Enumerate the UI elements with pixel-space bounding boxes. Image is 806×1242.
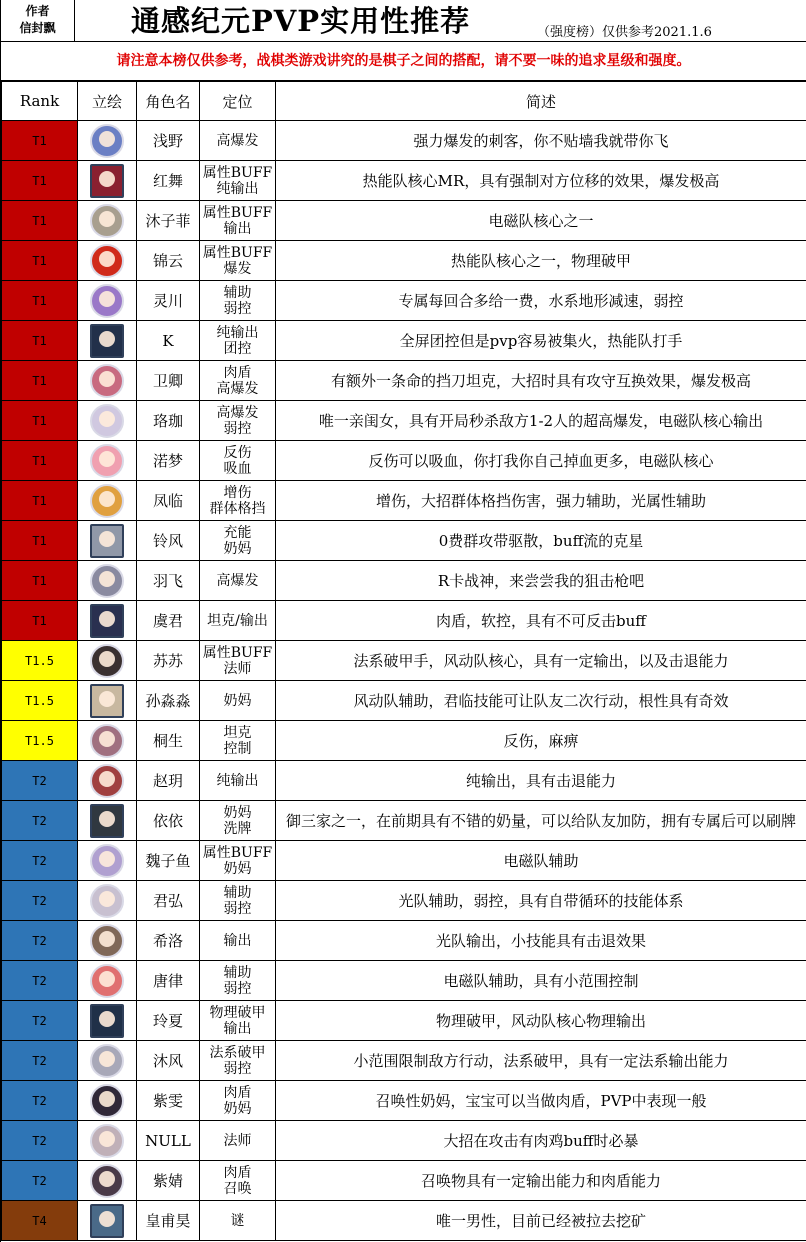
character-portrait-icon — [90, 804, 124, 838]
rank-cell: T1 — [2, 361, 78, 401]
table-row — [2, 281, 806, 321]
table-row — [2, 201, 806, 241]
character-name: 皇甫昊 — [137, 1201, 200, 1241]
table-row — [2, 241, 806, 281]
character-role: 奶妈 洗牌 — [200, 801, 276, 841]
character-description: 小范围限制敌方行动，法系破甲，具有一定法系输出能力 — [276, 1041, 806, 1081]
portrait-cell — [78, 481, 137, 521]
character-description: 专属每回合多给一费，水系地形减速，弱控 — [276, 281, 806, 321]
table-row — [2, 921, 806, 961]
table-row — [2, 1201, 806, 1241]
table-row — [2, 401, 806, 441]
character-name: 羽飞 — [137, 561, 200, 601]
character-portrait-icon — [90, 1084, 124, 1118]
rank-cell: T1 — [2, 441, 78, 481]
character-name: K — [137, 321, 200, 361]
rank-cell: T1 — [2, 561, 78, 601]
rank-cell: T1 — [2, 121, 78, 161]
character-role: 高爆发 — [200, 561, 276, 601]
table-row — [2, 1121, 806, 1161]
character-role: 属性BUFF 法师 — [200, 641, 276, 681]
character-role: 奶妈 — [200, 681, 276, 721]
character-description: 反伤可以吸血，你打我你自己掉血更多，电磁队核心 — [276, 441, 806, 481]
character-portrait-icon — [90, 1164, 124, 1198]
portrait-cell — [78, 201, 137, 241]
character-name: 铃风 — [137, 521, 200, 561]
character-role: 肉盾 高爆发 — [200, 361, 276, 401]
rank-cell: T2 — [2, 761, 78, 801]
portrait-cell — [78, 401, 137, 441]
character-role: 物理破甲 输出 — [200, 1001, 276, 1041]
character-portrait-icon — [90, 324, 124, 358]
rank-cell: T1 — [2, 521, 78, 561]
character-portrait-icon — [90, 204, 124, 238]
portrait-cell — [78, 361, 137, 401]
character-portrait-icon — [90, 724, 124, 758]
character-role: 肉盾 奶妈 — [200, 1081, 276, 1121]
table-row — [2, 961, 806, 1001]
rank-cell: T2 — [2, 961, 78, 1001]
table-row — [2, 521, 806, 561]
character-description: 强力爆发的刺客，你不贴墙我就带你飞 — [276, 121, 806, 161]
rank-cell: T2 — [2, 1041, 78, 1081]
character-portrait-icon — [90, 764, 124, 798]
rank-cell: T2 — [2, 841, 78, 881]
character-role: 辅助 弱控 — [200, 881, 276, 921]
character-role: 反伤 吸血 — [200, 441, 276, 481]
character-name: 希洛 — [137, 921, 200, 961]
rank-cell: T1 — [2, 401, 78, 441]
column-header-description: 简述 — [276, 82, 806, 121]
rank-cell: T1 — [2, 201, 78, 241]
character-name: 唐律 — [137, 961, 200, 1001]
character-portrait-icon — [90, 604, 124, 638]
table-row — [2, 321, 806, 361]
character-role: 坦克/输出 — [200, 601, 276, 641]
sheet-header — [1, 0, 806, 42]
character-description: 唯一亲闺女，具有开局秒杀敌方1-2人的超高爆发，电磁队核心输出 — [276, 401, 806, 441]
table-row — [2, 1161, 806, 1201]
table-row — [2, 841, 806, 881]
column-header-role: 定位 — [200, 82, 276, 121]
table-row — [2, 1041, 806, 1081]
character-portrait-icon — [90, 1004, 124, 1038]
table-body — [2, 121, 806, 1241]
character-description: 唯一男性，目前已经被拉去挖矿 — [276, 1201, 806, 1241]
portrait-cell — [78, 601, 137, 641]
character-name: 依依 — [137, 801, 200, 841]
character-portrait-icon — [90, 964, 124, 998]
table-row — [2, 761, 806, 801]
character-role: 肉盾 召唤 — [200, 1161, 276, 1201]
portrait-cell — [78, 641, 137, 681]
rank-cell: T4 — [2, 1201, 78, 1241]
character-description: 召唤物具有一定输出能力和肉盾能力 — [276, 1161, 806, 1201]
character-description: 肉盾，软控，具有不可反击buff — [276, 601, 806, 641]
character-name: 孙淼淼 — [137, 681, 200, 721]
portrait-cell — [78, 321, 137, 361]
character-role: 属性BUFF 奶妈 — [200, 841, 276, 881]
character-name: 红舞 — [137, 161, 200, 201]
portrait-cell — [78, 521, 137, 561]
portrait-cell — [78, 841, 137, 881]
author-credit — [1, 0, 75, 41]
character-role: 属性BUFF 爆发 — [200, 241, 276, 281]
rank-cell: T2 — [2, 1001, 78, 1041]
character-description: 增伤，大招群体格挡伤害，强力辅助，光属性辅助 — [276, 481, 806, 521]
character-description: 大招在攻击有肉鸡buff时必暴 — [276, 1121, 806, 1161]
portrait-cell — [78, 241, 137, 281]
character-description: 电磁队辅助 — [276, 841, 806, 881]
character-role: 辅助 弱控 — [200, 281, 276, 321]
character-role: 高爆发 — [200, 121, 276, 161]
character-name: 玲夏 — [137, 1001, 200, 1041]
character-description: 热能队核心MR，具有强制对方位移的效果，爆发极高 — [276, 161, 806, 201]
character-description: 0费群攻带驱散，buff流的克星 — [276, 521, 806, 561]
author-name: 信封飘 — [19, 21, 56, 35]
character-name: 沐子菲 — [137, 201, 200, 241]
table-row — [2, 1081, 806, 1121]
character-name: 桐生 — [137, 721, 200, 761]
character-portrait-icon — [90, 524, 124, 558]
character-portrait-icon — [90, 884, 124, 918]
page-title: 通感纪元PVP实用性推荐 — [131, 4, 471, 38]
author-label: 作者 — [25, 4, 50, 18]
character-description: 光队输出，小技能具有击退效果 — [276, 921, 806, 961]
rank-cell: T1 — [2, 321, 78, 361]
table-row — [2, 121, 806, 161]
rank-cell: T1 — [2, 241, 78, 281]
character-name: 君弘 — [137, 881, 200, 921]
rank-cell: T1.5 — [2, 641, 78, 681]
character-description: 有额外一条命的挡刀坦克，大招时具有攻守互换效果，爆发极高 — [276, 361, 806, 401]
character-portrait-icon — [90, 684, 124, 718]
rank-cell: T1.5 — [2, 681, 78, 721]
character-portrait-icon — [90, 164, 124, 198]
portrait-cell — [78, 441, 137, 481]
character-description: 风动队辅助，君临技能可让队友二次行动，根性具有奇效 — [276, 681, 806, 721]
character-description: 纯输出，具有击退能力 — [276, 761, 806, 801]
portrait-cell — [78, 921, 137, 961]
rank-cell: T1 — [2, 281, 78, 321]
page-subtitle: （强度榜）仅供参考2021.1.6 — [537, 25, 712, 40]
character-description: 法系破甲手，风动队核心，具有一定输出，以及击退能力 — [276, 641, 806, 681]
column-header-name: 角色名 — [137, 82, 200, 121]
character-name: NULL — [137, 1121, 200, 1161]
portrait-cell — [78, 1001, 137, 1041]
character-name: 灵川 — [137, 281, 200, 321]
portrait-cell — [78, 561, 137, 601]
portrait-cell — [78, 1081, 137, 1121]
portrait-cell — [78, 161, 137, 201]
character-name: 紫婧 — [137, 1161, 200, 1201]
character-description: 热能队核心之一，物理破甲 — [276, 241, 806, 281]
rank-cell: T1 — [2, 481, 78, 521]
rank-cell: T1 — [2, 601, 78, 641]
character-portrait-icon — [90, 484, 124, 518]
character-portrait-icon — [90, 1204, 124, 1238]
character-portrait-icon — [90, 1124, 124, 1158]
character-role: 属性BUFF 纯输出 — [200, 161, 276, 201]
character-name: 卫卿 — [137, 361, 200, 401]
character-description: 御三家之一，在前期具有不错的奶量，可以给队友加防，拥有专属后可以刷牌 — [276, 801, 806, 841]
portrait-cell — [78, 801, 137, 841]
table-row — [2, 1001, 806, 1041]
character-portrait-icon — [90, 244, 124, 278]
character-portrait-icon — [90, 924, 124, 958]
character-role: 法系破甲 弱控 — [200, 1041, 276, 1081]
table-row — [2, 161, 806, 201]
character-name: 紫雯 — [137, 1081, 200, 1121]
rank-cell: T2 — [2, 801, 78, 841]
disclaimer-notice: 请注意本榜仅供参考，战棋类游戏讲究的是棋子之间的搭配，请不要一味的追求星级和强度。 — [1, 41, 806, 81]
ranking-table — [1, 81, 806, 1241]
character-description: 光队辅助，弱控，具有自带循环的技能体系 — [276, 881, 806, 921]
character-name: 赵玥 — [137, 761, 200, 801]
character-portrait-icon — [90, 1044, 124, 1078]
rank-cell: T2 — [2, 1161, 78, 1201]
rank-cell: T2 — [2, 1121, 78, 1161]
character-portrait-icon — [90, 644, 124, 678]
portrait-cell — [78, 881, 137, 921]
portrait-cell — [78, 961, 137, 1001]
table-row — [2, 361, 806, 401]
table-header-row — [2, 82, 806, 121]
character-name: 珞珈 — [137, 401, 200, 441]
portrait-cell — [78, 1041, 137, 1081]
character-portrait-icon — [90, 404, 124, 438]
table-row — [2, 881, 806, 921]
rank-cell: T2 — [2, 881, 78, 921]
column-header-portrait: 立绘 — [78, 82, 137, 121]
character-description: 电磁队核心之一 — [276, 201, 806, 241]
character-portrait-icon — [90, 284, 124, 318]
character-name: 魏子鱼 — [137, 841, 200, 881]
character-description: 物理破甲，风动队核心物理输出 — [276, 1001, 806, 1041]
character-name: 沐风 — [137, 1041, 200, 1081]
character-role: 谜 — [200, 1201, 276, 1241]
character-role: 法师 — [200, 1121, 276, 1161]
table-row — [2, 441, 806, 481]
character-name: 凤临 — [137, 481, 200, 521]
portrait-cell — [78, 1201, 137, 1241]
character-role: 输出 — [200, 921, 276, 961]
table-row — [2, 801, 806, 841]
table-row — [2, 681, 806, 721]
character-name: 浅野 — [137, 121, 200, 161]
character-description: 电磁队辅助，具有小范围控制 — [276, 961, 806, 1001]
portrait-cell — [78, 681, 137, 721]
table-row — [2, 601, 806, 641]
character-name: 渃梦 — [137, 441, 200, 481]
portrait-cell — [78, 121, 137, 161]
character-portrait-icon — [90, 844, 124, 878]
character-description: 全屏团控但是pvp容易被集火，热能队打手 — [276, 321, 806, 361]
rank-cell: T2 — [2, 1081, 78, 1121]
character-portrait-icon — [90, 364, 124, 398]
character-role: 属性BUFF 输出 — [200, 201, 276, 241]
table-row — [2, 481, 806, 521]
table-row — [2, 641, 806, 681]
portrait-cell — [78, 1161, 137, 1201]
character-portrait-icon — [90, 124, 124, 158]
portrait-cell — [78, 721, 137, 761]
rank-cell: T1.5 — [2, 721, 78, 761]
character-role: 辅助 弱控 — [200, 961, 276, 1001]
character-portrait-icon — [90, 444, 124, 478]
character-description: 召唤性奶妈，宝宝可以当做肉盾，PVP中表现一般 — [276, 1081, 806, 1121]
character-role: 高爆发 弱控 — [200, 401, 276, 441]
character-role: 坦克 控制 — [200, 721, 276, 761]
table-row — [2, 721, 806, 761]
rank-cell: T1 — [2, 161, 78, 201]
table-row — [2, 561, 806, 601]
character-role: 增伤 群体格挡 — [200, 481, 276, 521]
character-role: 纯输出 团控 — [200, 321, 276, 361]
character-name: 锦云 — [137, 241, 200, 281]
rank-cell: T2 — [2, 921, 78, 961]
character-name: 虞君 — [137, 601, 200, 641]
column-header-rank: Rank — [2, 82, 78, 121]
portrait-cell — [78, 281, 137, 321]
character-portrait-icon — [90, 564, 124, 598]
character-role: 纯输出 — [200, 761, 276, 801]
portrait-cell — [78, 761, 137, 801]
portrait-cell — [78, 1121, 137, 1161]
character-description: 反伤，麻痹 — [276, 721, 806, 761]
character-name: 苏苏 — [137, 641, 200, 681]
character-role: 充能 奶妈 — [200, 521, 276, 561]
character-description: R卡战神，来尝尝我的狙击枪吧 — [276, 561, 806, 601]
